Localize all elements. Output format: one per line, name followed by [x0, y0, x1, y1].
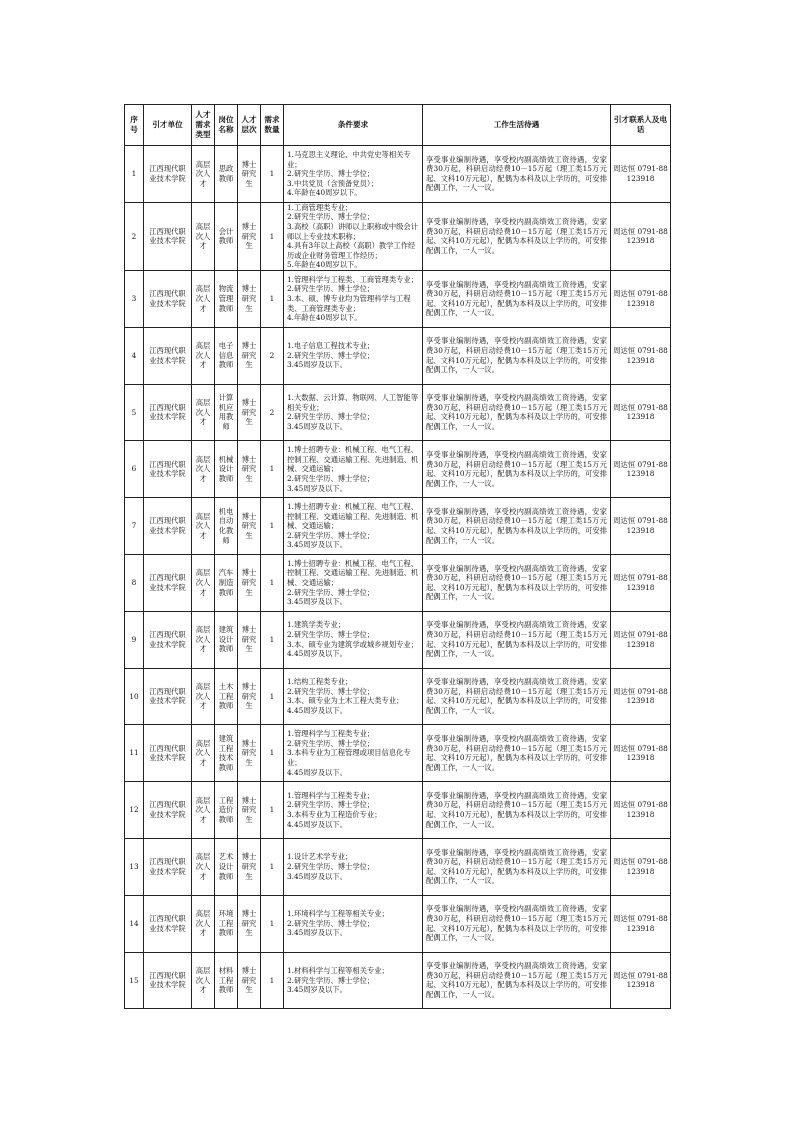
cell-no: 11: [125, 725, 144, 782]
cell-unit: 江西现代职业技术学院: [144, 952, 192, 1009]
table-row: [125, 270, 671, 327]
requirement-line: 1.管理科学与工程类专业；: [287, 790, 375, 800]
requirement-line: 2.研究生学历、博士学位；: [287, 412, 375, 422]
cell-contact: 周达恒 0791-88123918: [611, 441, 671, 498]
cell-count: 1: [261, 838, 284, 895]
cell-no: 2: [125, 202, 144, 270]
cell-contact: 周达恒 0791-88123918: [611, 668, 671, 725]
table-row: [125, 146, 671, 203]
cell-benefits: 享受事业编制待遇，享受校内副高绩效工资待遇，安家费30万起，科研启动经费10－15万起（理工类15万元起、文科10万元起），配偶为本科及以上学历的，可安排配偶工作，一人一议。: [423, 668, 611, 725]
cell-count: 1: [261, 270, 284, 327]
cell-requirements: [284, 611, 423, 668]
requirement-line: 4.45周岁及以下。: [287, 706, 348, 716]
cell-unit: 江西现代职业技术学院: [144, 327, 192, 384]
cell-requirements: [284, 202, 423, 270]
requirement-line: 2.研究生学历、博士学位；: [287, 630, 375, 640]
requirement-line: 2.研究生学历、博士学位；: [287, 530, 375, 540]
cell-requirements: [284, 952, 423, 1009]
cell-contact: 周达恒 0791-88123918: [611, 952, 671, 1009]
table-row: [125, 725, 671, 782]
cell-benefits: 享受事业编制待遇，享受校内副高绩效工资待遇，安家费30万起，科研启动经费10－15万起（理工类15万元起、文科10万元起），配偶为本科及以上学历的，可安排配偶工作，一人一议。: [423, 498, 611, 555]
requirement-line: 1.博士招聘专业：机械工程、电气工程、控制工程、交通运输工程、先进制造、机械、交通运输；: [287, 502, 419, 531]
cell-requirements: [284, 725, 423, 782]
cell-contact: 周达恒 0791-88123918: [611, 202, 671, 270]
cell-type: 高层次人才: [192, 838, 215, 895]
cell-unit: 江西现代职业技术学院: [144, 838, 192, 895]
requirement-line: 3.高校（高职）讲师以上职称或中级会计师以上专业技术职称；: [287, 221, 419, 241]
requirement-line: 3.45周岁及以下。: [287, 483, 348, 493]
cell-requirements: [284, 441, 423, 498]
table-row: [125, 668, 671, 725]
cell-level: 博士研究生: [238, 895, 261, 952]
cell-no: 7: [125, 498, 144, 555]
cell-contact: 周达恒 0791-88123918: [611, 895, 671, 952]
cell-post: 材料工程教师: [215, 952, 238, 1009]
header-post: 岗位名称: [215, 105, 238, 146]
cell-no: 4: [125, 327, 144, 384]
requirement-line: 3.45周岁及以下。: [287, 360, 348, 370]
cell-benefits: 享受事业编制待遇，享受校内副高绩效工资待遇，安家费30万起，科研启动经费10－15万起（理工类15万元起、文科10万元起），配偶为本科及以上学历的，可安排配偶工作，一人一议。: [423, 554, 611, 611]
table-body: [125, 146, 671, 1009]
cell-unit: 江西现代职业技术学院: [144, 611, 192, 668]
cell-level: 博士研究生: [238, 725, 261, 782]
cell-level: 博士研究生: [238, 952, 261, 1009]
cell-type: 高层次人才: [192, 554, 215, 611]
cell-unit: 江西现代职业技术学院: [144, 668, 192, 725]
cell-contact: 周达恒 0791-88123918: [611, 838, 671, 895]
cell-type: 高层次人才: [192, 384, 215, 441]
cell-count: 1: [261, 952, 284, 1009]
cell-post: 建筑设计教师: [215, 611, 238, 668]
cell-contact: 周达恒 0791-88123918: [611, 270, 671, 327]
cell-post: 机电自动化教师: [215, 498, 238, 555]
requirement-line: 2.研究生学历、博士学位；: [287, 169, 375, 179]
cell-no: 5: [125, 384, 144, 441]
requirement-line: 2.研究生学历、博士学位；: [287, 738, 375, 748]
cell-count: 1: [261, 554, 284, 611]
cell-level: 博士研究生: [238, 441, 261, 498]
cell-unit: 江西现代职业技术学院: [144, 384, 192, 441]
table-row: [125, 952, 671, 1009]
cell-benefits: 享受事业编制待遇，享受校内副高绩效工资待遇，安家费30万起，科研启动经费10－15万起（理工类15万元起、文科10万元起），配偶为本科及以上学历的，可安排配偶工作，一人一议。: [423, 782, 611, 839]
table-row: [125, 441, 671, 498]
cell-no: 10: [125, 668, 144, 725]
requirement-line: 3.本科专业为工程管理或项目信息化专业；: [287, 748, 411, 768]
table-header: [125, 105, 671, 146]
cell-level: 博士研究生: [238, 668, 261, 725]
requirement-line: 4.45周岁及以下。: [287, 649, 348, 659]
cell-no: 14: [125, 895, 144, 952]
requirement-line: 3.本、硕、博专业均为管理科学与工程类、工商管理类专业；: [287, 294, 411, 313]
cell-no: 6: [125, 441, 144, 498]
table-row: [125, 611, 671, 668]
table-row: [125, 384, 671, 441]
requirement-line: 1.大数据、云计算、物联网、人工智能等相关专业；: [287, 393, 419, 412]
cell-requirements: [284, 838, 423, 895]
requirement-line: 2.研究生学历、博士学位；: [287, 975, 375, 985]
cell-benefits: 享受事业编制待遇，享受校内副高绩效工资待遇，安家费30万起，科研启动经费10－15万起（理工类15万元起、文科10万元起），配偶为本科及以上学历的，可安排配偶工作，一人一议。: [423, 327, 611, 384]
cell-benefits: 享受事业编制待遇，享受校内副高绩效工资待遇，安家费30万起，科研启动经费10－15万起（理工类15万元起、文科10万元起），配偶为本科及以上学历的，可安排配偶工作，一人一议。: [423, 441, 611, 498]
cell-unit: 江西现代职业技术学院: [144, 498, 192, 555]
cell-benefits: 享受事业编制待遇，享受校内副高绩效工资待遇，安家费30万起，科研启动经费10－15万起（理工类15万元起、文科10万元起），配偶为本科及以上学历的，可安排配偶工作，一人一议。: [423, 146, 611, 203]
cell-post: 电子信息教师: [215, 327, 238, 384]
requirement-line: 2.研究生学历、博士学位；: [287, 350, 375, 360]
cell-level: 博士研究生: [238, 327, 261, 384]
requirement-line: 3.45周岁及以下。: [287, 928, 348, 938]
requirement-line: 2.研究生学历、博士学位；: [287, 686, 375, 696]
cell-contact: 周达恒 0791-88123918: [611, 146, 671, 203]
cell-unit: 江西现代职业技术学院: [144, 146, 192, 203]
recruitment-table: [124, 104, 671, 1009]
requirement-line: 2.研究生学历、博士学位；: [287, 212, 375, 222]
header-no: 序号: [125, 105, 144, 146]
cell-post: 汽车制造教师: [215, 554, 238, 611]
cell-benefits: 享受事业编制待遇，享受校内副高绩效工资待遇，安家费30万起，科研启动经费10－15万起（理工类15万元起、文科10万元起），配偶为本科及以上学历的，可安排配偶工作，一人一议。: [423, 952, 611, 1009]
requirement-line: 1.管理科学与工程类专业；: [287, 729, 375, 739]
header-contact: 引才联系人及电话: [611, 105, 671, 146]
cell-count: 1: [261, 895, 284, 952]
cell-no: 3: [125, 270, 144, 327]
cell-contact: 周达恒 0791-88123918: [611, 384, 671, 441]
requirement-line: 4.45周岁及以下。: [287, 767, 348, 777]
requirement-line: 3.45周岁及以下。: [287, 540, 348, 550]
requirement-line: 3.45周岁及以下。: [287, 597, 348, 607]
cell-post: 会计教师: [215, 202, 238, 270]
cell-requirements: [284, 782, 423, 839]
requirement-line: 1.材料科学与工程等相关专业；: [287, 966, 389, 976]
cell-type: 高层次人才: [192, 782, 215, 839]
cell-level: 博士研究生: [238, 270, 261, 327]
cell-requirements: [284, 895, 423, 952]
table-row: [125, 554, 671, 611]
cell-contact: 周达恒 0791-88123918: [611, 782, 671, 839]
cell-type: 高层次人才: [192, 441, 215, 498]
requirement-line: 3.45周岁及以下。: [287, 985, 348, 995]
cell-type: 高层次人才: [192, 611, 215, 668]
cell-count: 1: [261, 202, 284, 270]
cell-benefits: 享受事业编制待遇，享受校内副高绩效工资待遇，安家费30万起，科研启动经费10－15万起（理工类15万元起、文科10万元起），配偶为本科及以上学历的，可安排配偶工作，一人一议。: [423, 270, 611, 327]
requirement-line: 1.管理科学与工程类、工商管理类专业；: [287, 274, 419, 284]
cell-requirements: [284, 270, 423, 327]
cell-count: 2: [261, 384, 284, 441]
cell-type: 高层次人才: [192, 498, 215, 555]
requirement-line: 2.研究生学历、博士学位；: [287, 474, 375, 484]
cell-level: 博士研究生: [238, 611, 261, 668]
cell-level: 博士研究生: [238, 554, 261, 611]
cell-count: 1: [261, 441, 284, 498]
table-row: [125, 327, 671, 384]
cell-unit: 江西现代职业技术学院: [144, 202, 192, 270]
cell-type: 高层次人才: [192, 146, 215, 203]
requirement-line: 4.年龄在40周岁以下。: [287, 188, 362, 198]
requirement-line: 1.结构工程类专业；: [287, 677, 353, 687]
cell-post: 建筑工程技术教师: [215, 725, 238, 782]
cell-level: 博士研究生: [238, 498, 261, 555]
requirement-line: 1.电子信息工程技术专业；: [287, 341, 375, 351]
cell-type: 高层次人才: [192, 952, 215, 1009]
cell-unit: 江西现代职业技术学院: [144, 895, 192, 952]
cell-contact: 周达恒 0791-88123918: [611, 498, 671, 555]
cell-unit: 江西现代职业技术学院: [144, 725, 192, 782]
cell-no: 15: [125, 952, 144, 1009]
cell-unit: 江西现代职业技术学院: [144, 270, 192, 327]
requirement-line: 1.环境科学与工程等相关专业；: [287, 909, 389, 919]
header-type: 人才需求类型: [192, 105, 215, 146]
cell-benefits: 享受事业编制待遇，享受校内副高绩效工资待遇，安家费30万起，科研启动经费10－15万起（理工类15万元起、文科10万元起），配偶为本科及以上学历的，可安排配偶工作，一人一议。: [423, 202, 611, 270]
cell-requirements: [284, 384, 423, 441]
cell-level: 博士研究生: [238, 782, 261, 839]
table-row: [125, 895, 671, 952]
cell-type: 高层次人才: [192, 202, 215, 270]
table-row: [125, 498, 671, 555]
requirement-line: 2.研究生学历、博士学位；: [287, 587, 375, 597]
header-requirements: 条件要求: [284, 105, 423, 146]
cell-benefits: 享受事业编制待遇，享受校内副高绩效工资待遇，安家费30万起，科研启动经费10－15万起（理工类15万元起、文科10万元起），配偶为本科及以上学历的，可安排配偶工作，一人一议。: [423, 725, 611, 782]
cell-post: 物流管理教师: [215, 270, 238, 327]
requirement-line: 4.具有3年以上高校（高职）教学工作经历或企业财务管理工作经历；: [287, 241, 416, 260]
cell-count: 1: [261, 782, 284, 839]
requirement-line: 2.研究生学历、博士学位；: [287, 800, 375, 810]
cell-no: 12: [125, 782, 144, 839]
cell-contact: 周达恒 0791-88123918: [611, 554, 671, 611]
cell-no: 8: [125, 554, 144, 611]
header-level: 人才层次: [238, 105, 261, 146]
cell-benefits: 享受事业编制待遇，享受校内副高绩效工资待遇，安家费30万起，科研启动经费10－15万起（理工类15万元起、文科10万元起），配偶为本科及以上学历的，可安排配偶工作，一人一议。: [423, 838, 611, 895]
requirement-line: 1.马克思主义理论、中共党史等相关专业；: [287, 149, 411, 169]
requirement-line: 1.工商管理类专业；: [287, 202, 353, 212]
cell-requirements: [284, 668, 423, 725]
cell-level: 博士研究生: [238, 146, 261, 203]
cell-count: 1: [261, 146, 284, 203]
table-row: [125, 838, 671, 895]
cell-level: 博士研究生: [238, 202, 261, 270]
requirement-line: 1.设计艺术学专业；: [287, 852, 353, 862]
cell-type: 高层次人才: [192, 270, 215, 327]
requirement-line: 3.中共党员（含预备党员）；: [287, 178, 378, 188]
cell-post: 土木工程教师: [215, 668, 238, 725]
cell-post: 计算机应用教师: [215, 384, 238, 441]
cell-type: 高层次人才: [192, 327, 215, 384]
header-count: 需求数量: [261, 105, 284, 146]
requirement-line: 1.博士招聘专业：机械工程、电气工程、控制工程、交通运输工程、先进制造、机械、交通运输；: [287, 558, 419, 588]
requirement-line: 3.本、硕专业为土木工程大类专业；: [287, 696, 404, 706]
requirement-line: 3.45周岁及以下。: [287, 871, 348, 881]
cell-no: 9: [125, 611, 144, 668]
header-benefits: 工作生活待遇: [423, 105, 611, 146]
cell-unit: 江西现代职业技术学院: [144, 441, 192, 498]
cell-post: 环境工程教师: [215, 895, 238, 952]
requirement-line: 3.本科专业为工程造价专业；: [287, 810, 382, 820]
requirement-line: 2.研究生学历、博士学位；: [287, 918, 375, 928]
requirement-line: 4.45周岁及以下。: [287, 819, 348, 829]
cell-post: 机械设计教师: [215, 441, 238, 498]
cell-no: 13: [125, 838, 144, 895]
cell-requirements: [284, 554, 423, 611]
cell-type: 高层次人才: [192, 895, 215, 952]
requirement-line: 3.本、硕专业为建筑学或城乡规划专业；: [287, 639, 419, 649]
requirement-line: 5.年龄在40周岁以下。: [287, 260, 362, 270]
cell-post: 思政教师: [215, 146, 238, 203]
cell-contact: 周达恒 0791-88123918: [611, 725, 671, 782]
cell-count: 1: [261, 498, 284, 555]
cell-no: 1: [125, 146, 144, 203]
cell-requirements: [284, 498, 423, 555]
cell-unit: 江西现代职业技术学院: [144, 554, 192, 611]
cell-post: 工程造价教师: [215, 782, 238, 839]
cell-count: 1: [261, 611, 284, 668]
cell-count: 1: [261, 668, 284, 725]
cell-contact: 周达恒 0791-88123918: [611, 327, 671, 384]
cell-benefits: 享受事业编制待遇，享受校内副高绩效工资待遇，安家费30万起，科研启动经费10－15万起（理工类15万元起、文科10万元起），配偶为本科及以上学历的，可安排配偶工作，一人一议。: [423, 611, 611, 668]
requirement-line: 1.博士招聘专业：机械工程、电气工程、控制工程、交通运输工程、先进制造、机械、交通运输；: [287, 445, 419, 474]
cell-count: 2: [261, 327, 284, 384]
cell-type: 高层次人才: [192, 668, 215, 725]
cell-post: 艺术设计教师: [215, 838, 238, 895]
table-row: [125, 202, 671, 270]
cell-benefits: 享受事业编制待遇，享受校内副高绩效工资待遇，安家费30万起，科研启动经费10－15万起（理工类15万元起、文科10万元起），配偶为本科及以上学历的，可安排配偶工作，一人一议。: [423, 895, 611, 952]
cell-requirements: [284, 146, 423, 203]
table-row: [125, 782, 671, 839]
header-unit: 引才单位: [144, 105, 192, 146]
requirement-line: 1.建筑学类专业；: [287, 620, 346, 630]
requirement-line: 3.45周岁及以下。: [287, 422, 348, 432]
cell-level: 博士研究生: [238, 838, 261, 895]
cell-contact: 周达恒 0791-88123918: [611, 611, 671, 668]
cell-benefits: 享受事业编制待遇，享受校内副高绩效工资待遇，安家费30万起，科研启动经费10－15万起（理工类15万元起、文科10万元起），配偶为本科及以上学历的，可安排配偶工作，一人一议。: [423, 384, 611, 441]
cell-unit: 江西现代职业技术学院: [144, 782, 192, 839]
cell-count: 1: [261, 725, 284, 782]
cell-level: 博士研究生: [238, 384, 261, 441]
cell-requirements: [284, 327, 423, 384]
requirement-line: 2.研究生学历、博士学位；: [287, 284, 375, 294]
requirement-line: 4.年龄在40周岁以下。: [287, 313, 362, 323]
requirement-line: 2.研究生学历、博士学位；: [287, 862, 375, 872]
cell-type: 高层次人才: [192, 725, 215, 782]
header-row: [125, 105, 671, 146]
